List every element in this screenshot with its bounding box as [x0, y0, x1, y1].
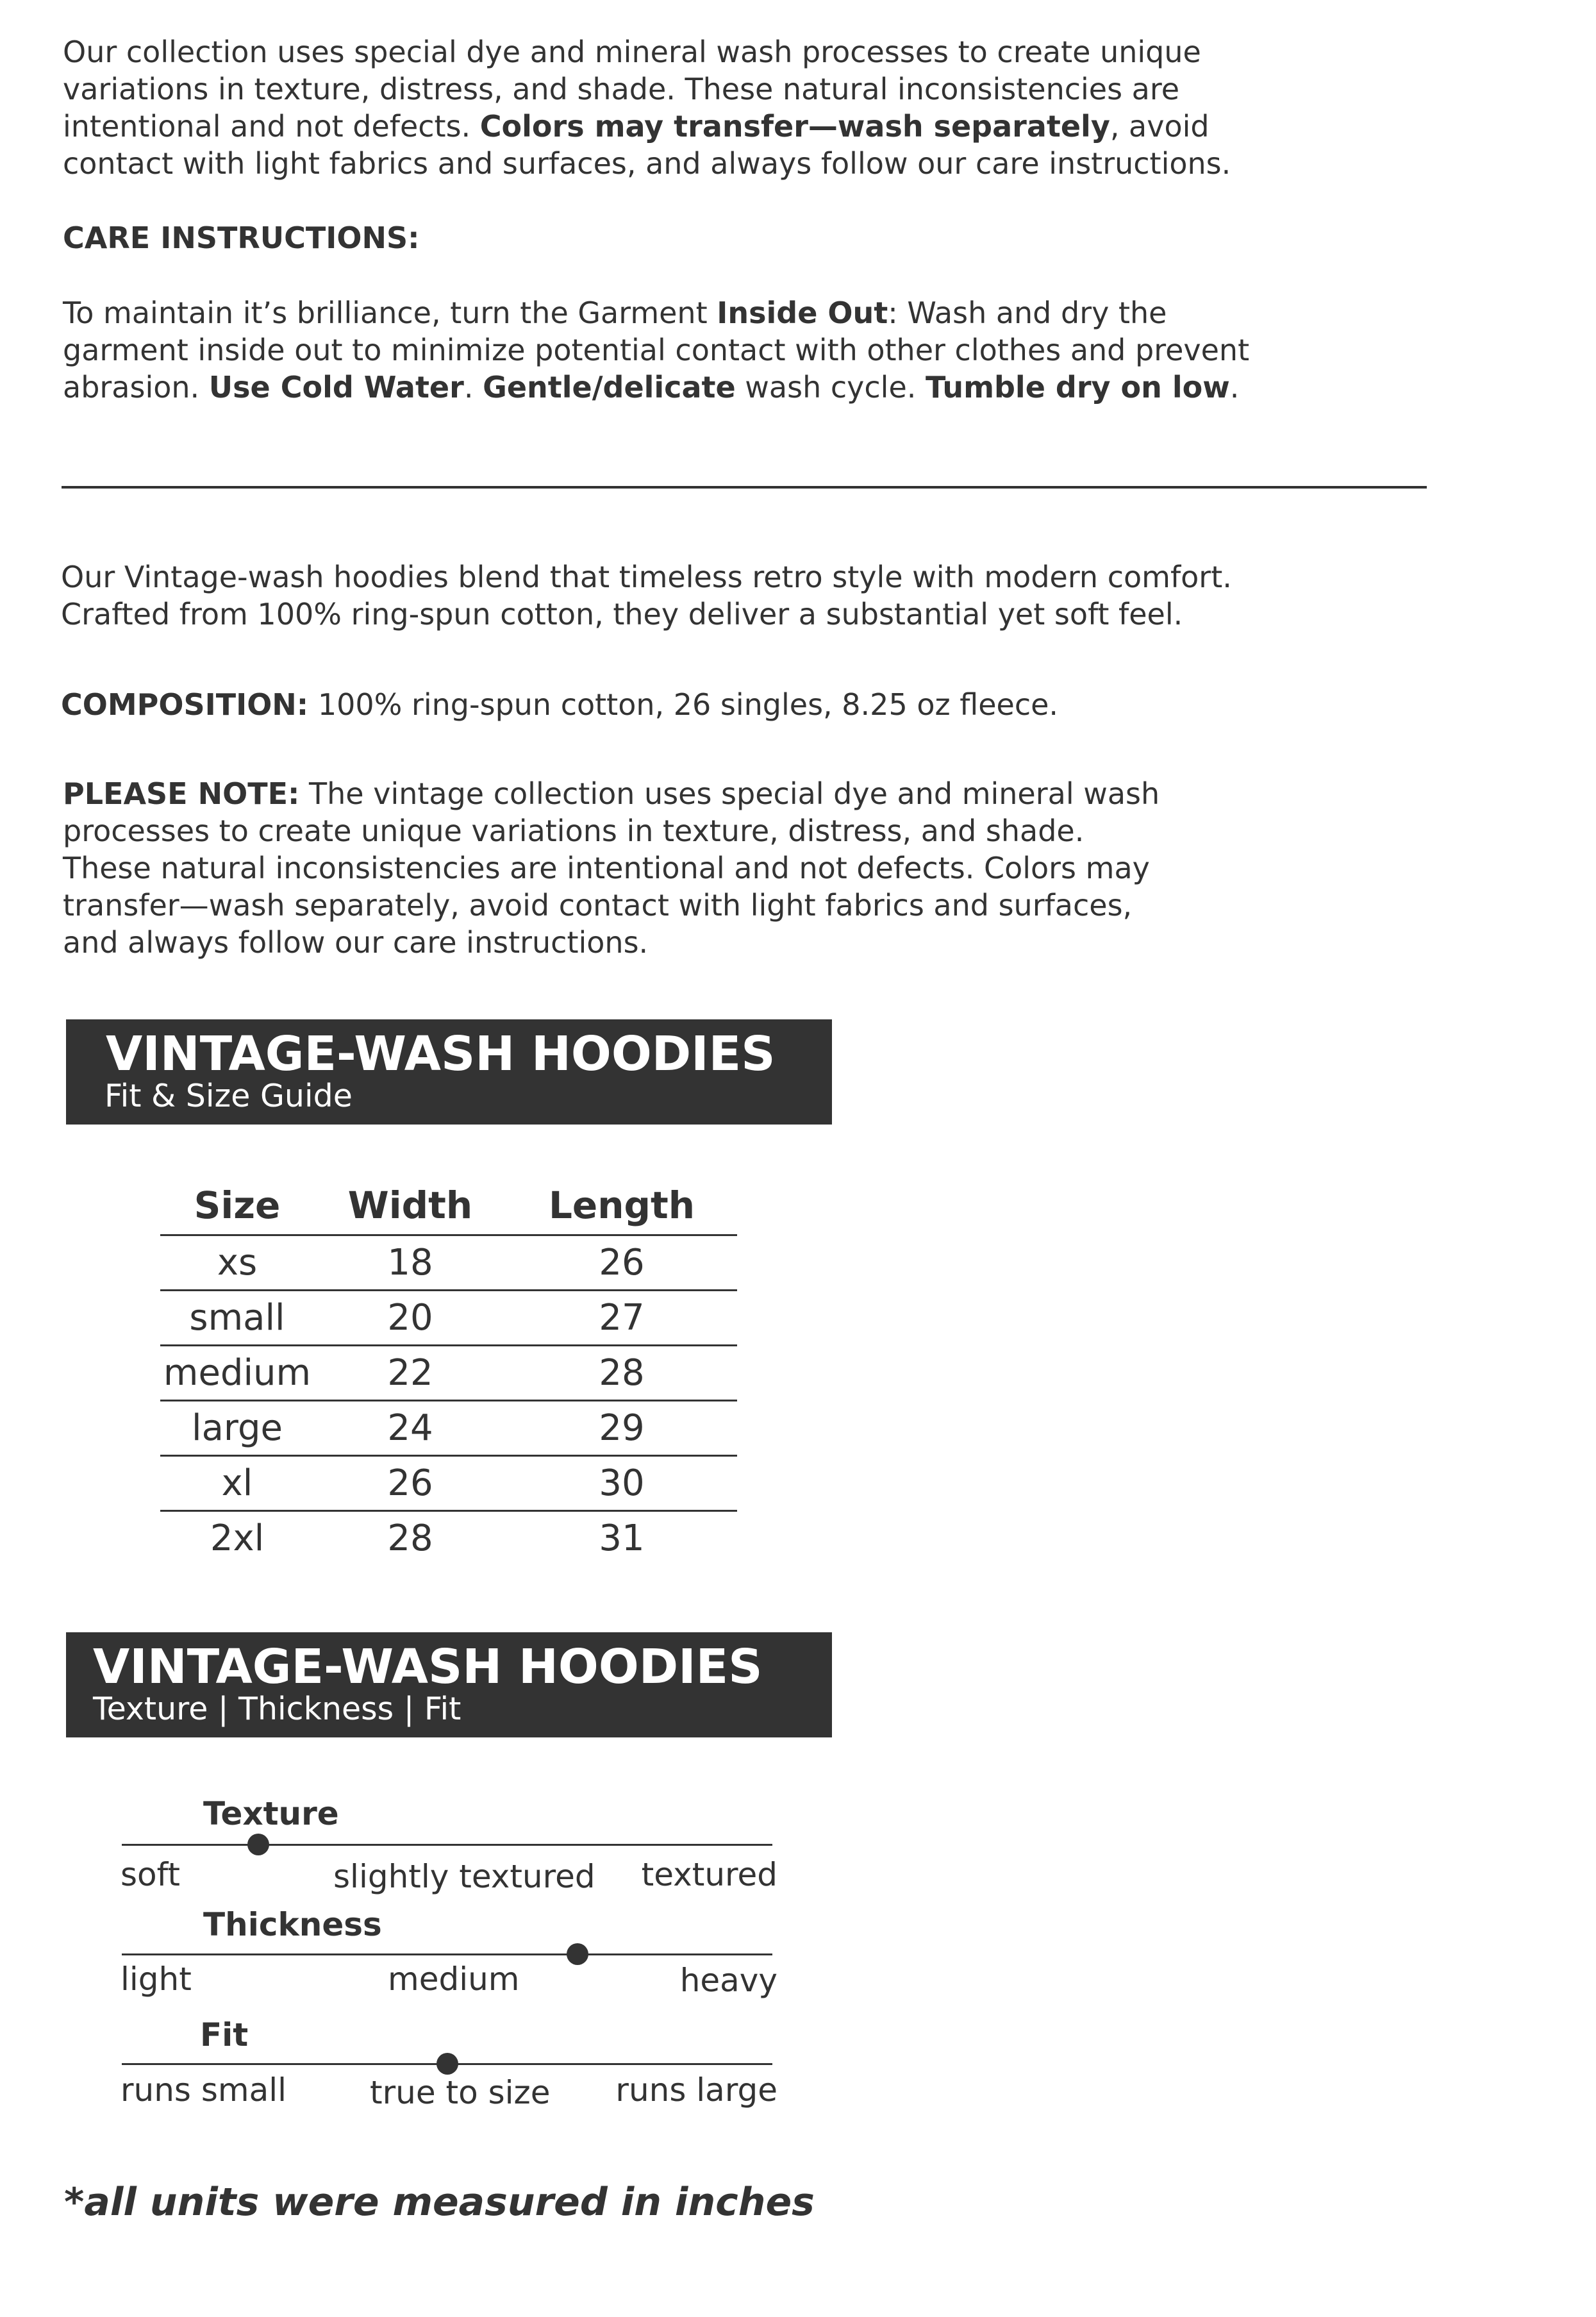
table-row [160, 1235, 737, 1291]
texture-label-high: textured [641, 1856, 777, 1893]
size-guide-banner [66, 1019, 832, 1125]
size-guide-subtitle: Fit & Size Guide [104, 1078, 353, 1114]
width-cell: 28 [387, 1518, 433, 1559]
thickness-scale-marker [567, 1943, 588, 1965]
length-cell: 27 [599, 1297, 645, 1339]
texture-scale-marker [247, 1834, 269, 1855]
fit-label-mid: true to size [370, 2074, 551, 2111]
care-line-3: abrasion. Use Cold Water. Gentle/delicate wash cycle. Tumble dry on low. [63, 370, 1240, 405]
texture-banner [66, 1632, 832, 1737]
thickness-label-mid: medium [388, 1961, 520, 1998]
width-cell: 24 [387, 1407, 433, 1449]
thickness-scale-track [122, 1953, 772, 1955]
length-cell: 30 [599, 1462, 645, 1504]
texture-label-mid: slightly textured [333, 1858, 595, 1895]
thickness-label-high: heavy [679, 1962, 777, 1999]
size-cell: large [192, 1407, 283, 1449]
intro-line-1: Our collection uses special dye and mineral wash processes to create unique [63, 35, 1201, 69]
intro-line-2: variations in texture, distress, and shade. These natural inconsistencies are [63, 72, 1180, 106]
note-line-2: processes to create unique variations in texture, distress, and shade. [63, 814, 1085, 848]
texture-label-low: soft [121, 1856, 180, 1893]
length-cell: 28 [599, 1352, 645, 1394]
composition-text: 100% ring-spun cotton, 26 singles, 8.25 oz fleece. [308, 687, 1059, 722]
table-row [160, 1456, 737, 1511]
intro-line-3: intentional and not defects. Colors may transfer—wash separately, avoid [63, 109, 1209, 144]
texture-scale-track [122, 1844, 772, 1846]
table-row [160, 1511, 737, 1566]
width-cell: 26 [387, 1462, 433, 1504]
width-cell: 18 [387, 1242, 433, 1284]
header-size: Size [194, 1184, 281, 1227]
size-guide-title: VINTAGE-WASH HOODIES [106, 1026, 776, 1082]
length-cell: 29 [599, 1407, 645, 1449]
table-row [160, 1291, 737, 1346]
size-table [160, 1176, 737, 1565]
texture-scale-title: Texture [203, 1795, 339, 1832]
description-line-1: Our Vintage-wash hoodies blend that timeless retro style with modern comfort. [61, 560, 1232, 594]
description-line-2: Crafted from 100% ring-spun cotton, they deliver a substantial yet soft feel. [61, 597, 1183, 632]
thickness-scale-title: Thickness [203, 1906, 382, 1943]
care-line-1: To maintain it’s brilliance, turn the Garment Inside Out: Wash and dry the [63, 296, 1167, 330]
fit-scale-marker [436, 2053, 458, 2075]
care-heading: CARE INSTRUCTIONS: [63, 221, 420, 255]
intro-paragraph [63, 33, 1231, 182]
care-paragraph [63, 294, 1249, 406]
note-line-3: These natural inconsistencies are intentional and not defects. Colors may [63, 851, 1150, 885]
note-paragraph [63, 775, 1160, 961]
header-width: Width [347, 1184, 473, 1227]
header-length: Length [548, 1184, 695, 1227]
thickness-label-low: light [121, 1961, 192, 1998]
note-line-5: and always follow our care instructions. [63, 925, 649, 960]
table-row [160, 1401, 737, 1456]
units-footnote: *all units were measured in inches [64, 2180, 815, 2225]
table-row [160, 1346, 737, 1401]
fit-label-low: runs small [121, 2071, 287, 2109]
size-cell: small [189, 1297, 285, 1339]
texture-banner-title: VINTAGE-WASH HOODIES [93, 1639, 763, 1694]
fit-label-high: runs large [615, 2071, 777, 2109]
intro-line-4: contact with light fabrics and surfaces, and always follow our care instructions. [63, 146, 1231, 181]
size-cell: 2xl [210, 1518, 265, 1559]
size-table-header [160, 1176, 737, 1235]
texture-banner-subtitle: Texture | Thickness | Fit [93, 1691, 461, 1727]
composition-line [61, 686, 1058, 723]
size-cell: medium [163, 1352, 312, 1394]
size-cell: xs [217, 1242, 258, 1284]
composition-label: COMPOSITION: [61, 687, 309, 722]
description-paragraph [61, 558, 1232, 633]
size-cell: xl [221, 1462, 253, 1504]
length-cell: 31 [599, 1518, 645, 1559]
care-line-2: garment inside out to minimize potential contact with other clothes and prevent [63, 333, 1250, 367]
fit-scale-title: Fit [200, 2016, 249, 2054]
length-cell: 26 [599, 1242, 645, 1284]
note-line-1: PLEASE NOTE: The vintage collection uses special dye and mineral wash [63, 776, 1160, 811]
note-line-4: transfer—wash separately, avoid contact with light fabrics and surfaces, [63, 888, 1133, 923]
width-cell: 20 [387, 1297, 433, 1339]
width-cell: 22 [387, 1352, 433, 1394]
section-divider [62, 486, 1427, 489]
